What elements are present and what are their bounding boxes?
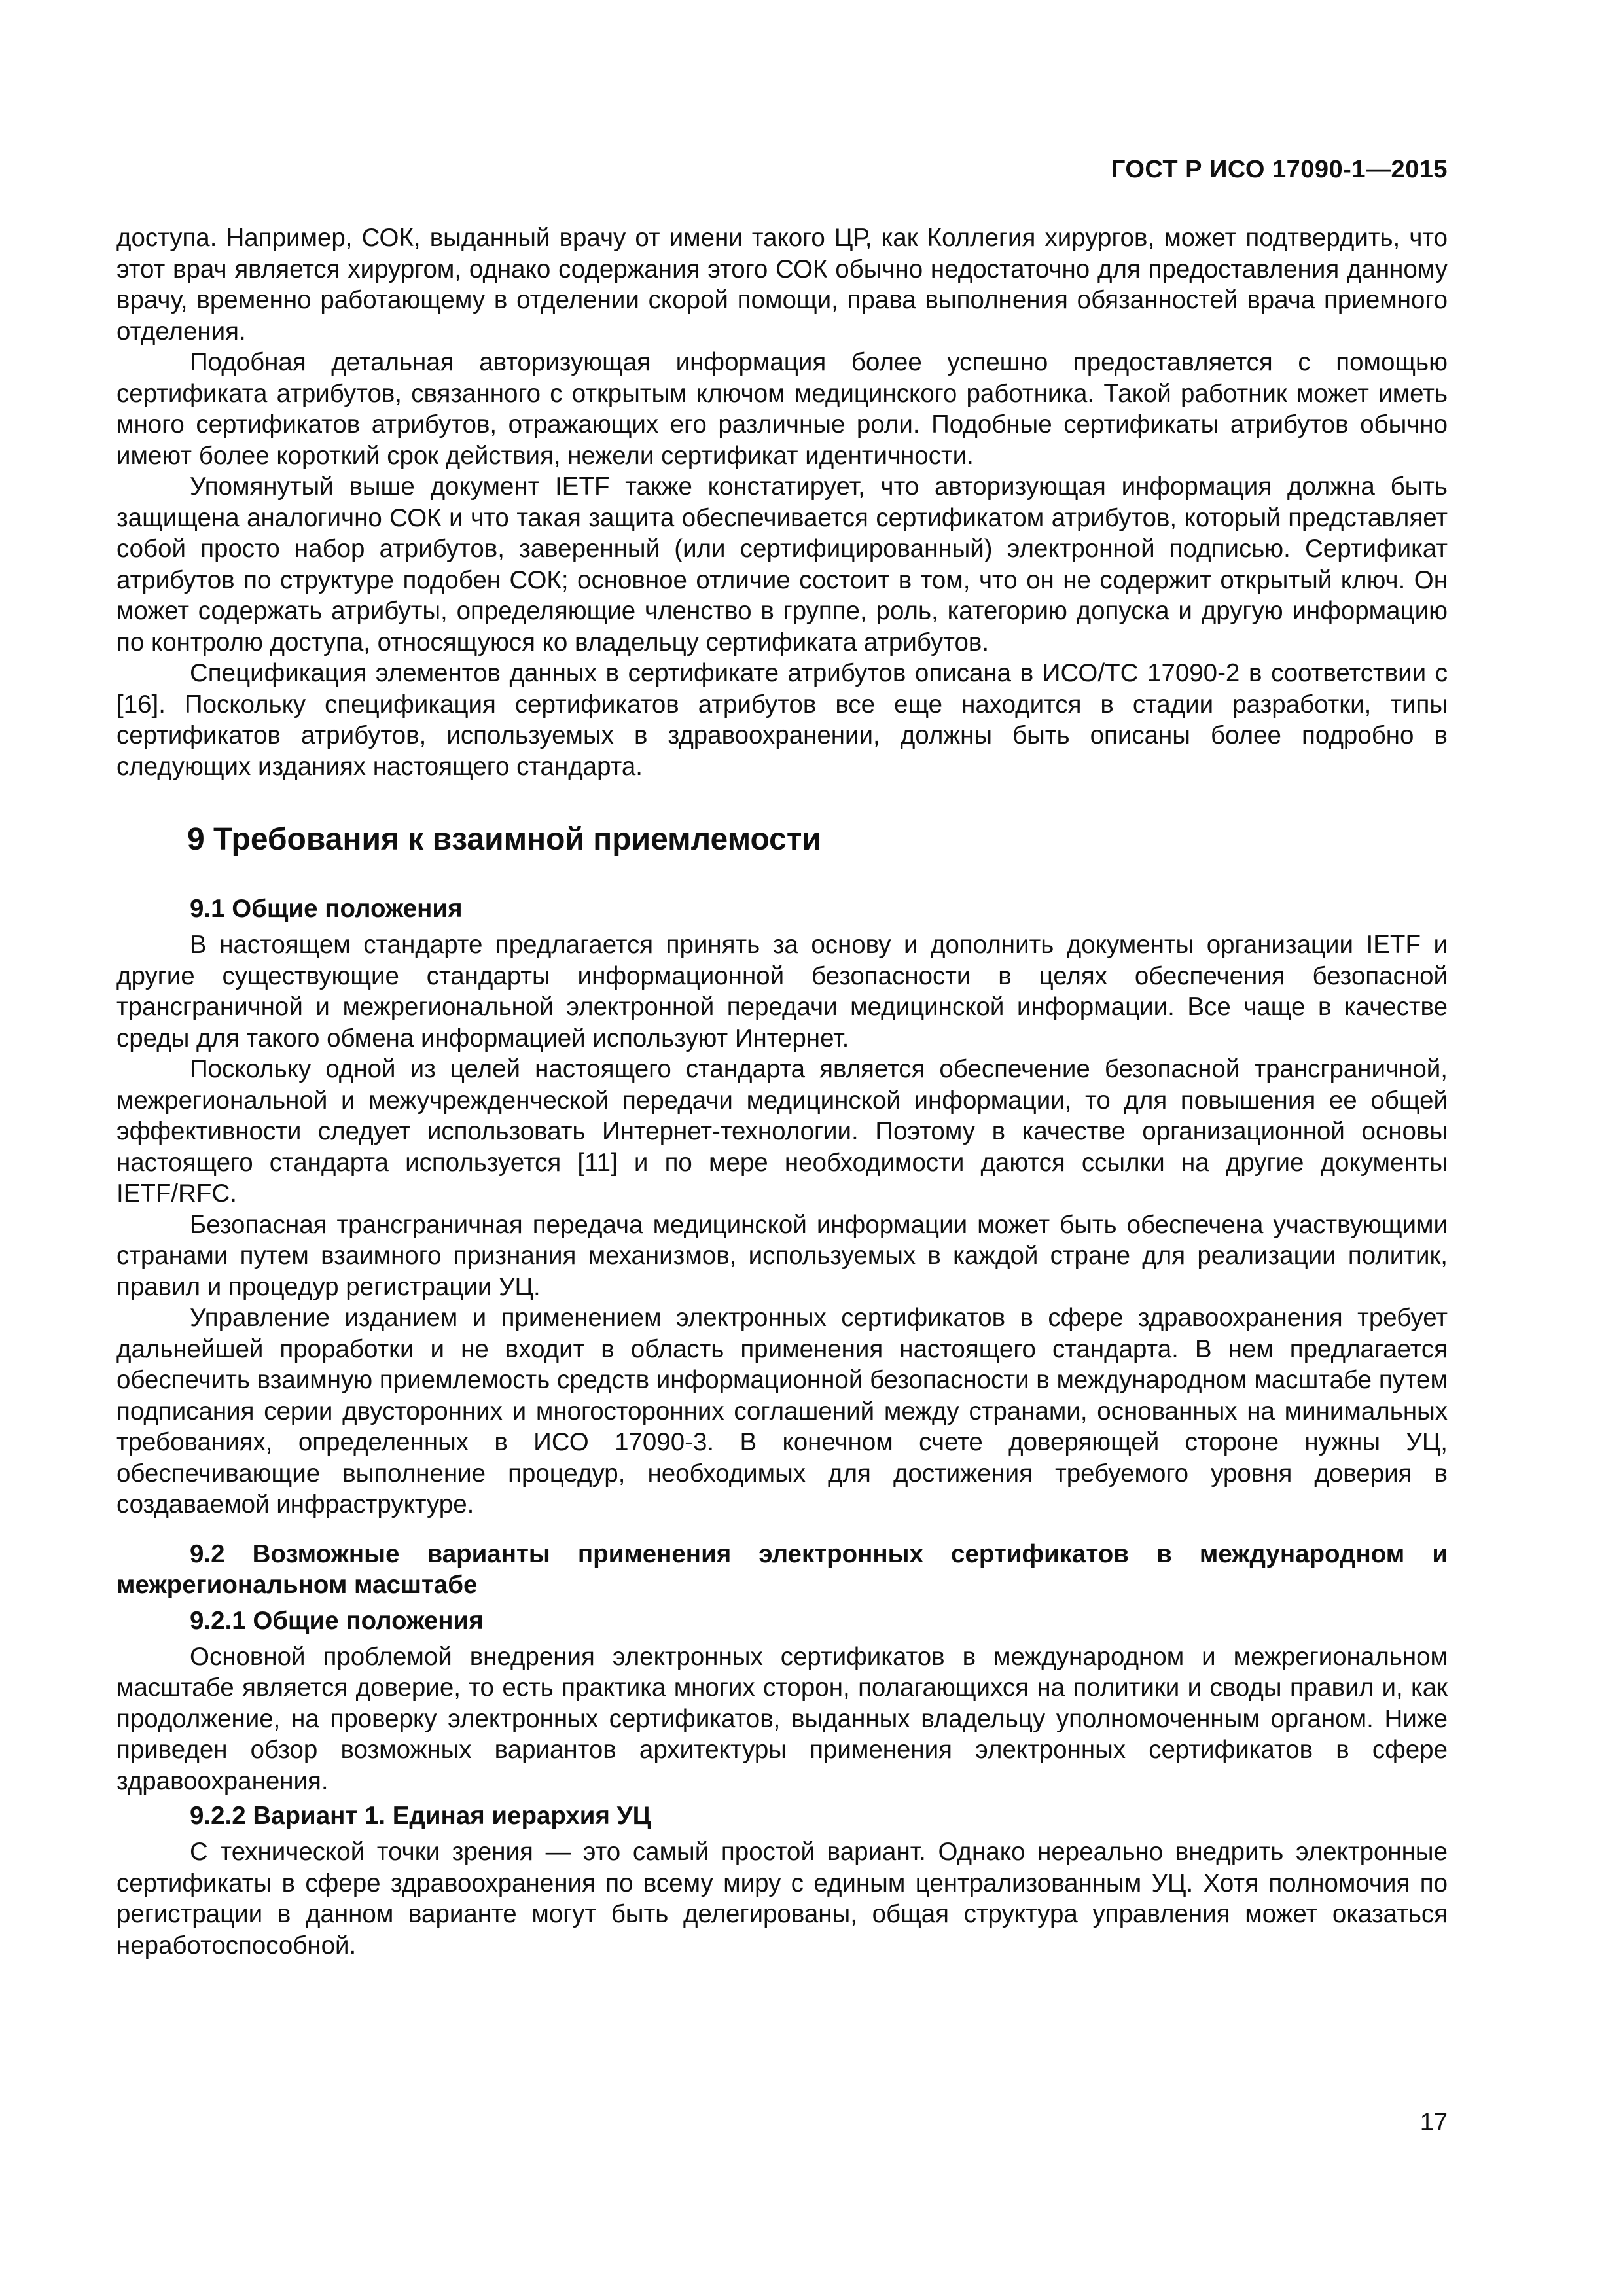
running-header-document-code: ГОСТ Р ИСО 17090-1—2015: [1111, 156, 1448, 183]
page-number: 17: [1419, 2109, 1448, 2136]
paragraph-attribute-certificate-info: Подобная детальная авторизующая информация более успешно предоставляется с помощью сертификата атрибутов, связанного с открытым ключом медицинского работника. Такой работник может иметь много сертификатов атрибутов, отражающих его различные роли. Подобные сертификаты атрибутов обычно имеют более короткий срок действия, нежели сертификат идентичности.: [116, 348, 1448, 470]
paragraph-ietf-document: Упомянутый выше документ IETF также констатирует, что авторизующая информация должна быть защищена аналогично СОК и что такая защита обеспечивается сертификатом атрибутов, который представляет собой просто набор атрибутов, заверенный (или сертифицированный) электронной подписью. Сертификат атрибутов по структуре подобен СОК; основное отличие состоит в том, что он не содержит открытый ключ. Он может содержать атрибуты, определяющие членство в группе, роль, категорию допуска и другую информацию по контролю доступа, относящуюся ко владельцу сертификата атрибутов.: [116, 473, 1448, 656]
subsection-9-1-heading: 9.1 Общие положения: [190, 895, 463, 923]
paragraph-attribute-certificate-spec: Спецификация элементов данных в сертификате атрибутов описана в ИСО/ТС 17090-2 в соответствии с [16]. Поскольку спецификация сертификатов атрибутов все еще находится в стадии разработки, типы сертификатов атрибутов, используемых в здравоохранении, должны быть описаны более подробно в следующих изданиях настоящего стандарта.: [116, 659, 1448, 781]
page-content: [116, 223, 1448, 1961]
paragraph-continuation: доступа. Например, СОК, выданный врачу от имени такого ЦР, как Коллегия хирургов, может подтвердить, что этот врач является хирургом, однако содержания этого СОК обычно недостаточно для предоставления данному врачу, временно работающему в отделении скорой помощи, права выполнения обязанностей врача приемного отделения.: [116, 224, 1448, 346]
paragraph-9-1-4: Управление изданием и применением электронных сертификатов в сфере здравоохранения требует дальнейшей проработки и не входит в область применения настоящего стандарта. В нем предлагается обеспечить взаимную приемлемость средств информационной безопасности в международном масштабе путем подписания серии двусторонних и многосторонних соглашений между странами, основанных на минимальных требованиях, определенных в ИСО 17090-3. В конечном счете доверяющей стороне нужны УЦ, обеспечивающие выполнение процедур, необходимых для достижения требуемого уровня доверия в создаваемой инфраструктуре.: [116, 1304, 1448, 1518]
paragraph-9-2-1: Основной проблемой внедрения электронных сертификатов в международном и межрегиональном масштабе является доверие, то есть практика многих сторон, полагающихся на политики и своды правил и, как продолжение, на проверку электронных сертификатов, выданных владельцу уполномоченным органом. Ниже приведен обзор возможных вариантов архитектуры применения электронных сертификатов в сфере здравоохранения.: [116, 1642, 1448, 1795]
subsection-9-2-2-heading: 9.2.2 Вариант 1. Единая иерархия УЦ: [190, 1802, 651, 1830]
paragraph-9-1-3: Безопасная трансграничная передача медицинской информации может быть обеспечена участвующими странами путем взаимного признания механизмов, используемых в каждой стране для реализации политик, правил и процедур регистрации УЦ.: [116, 1210, 1448, 1301]
subsection-9-2-heading: 9.2 Возможные варианты применения электронных сертификатов в международном и межрегиональном масштабе: [116, 1539, 1448, 1599]
paragraph-9-1-2: Поскольку одной из целей настоящего стандарта является обеспечение безопасной трансграничной, межрегиональной и межучрежденческой передачи медицинской информации, то для повышения ее общей эффективности следует использовать Интернет-технологии. Поэтому в качестве организационной основы настоящего стандарта используется [11] и по мере необходимости даются ссылки на другие документы IETF/RFC.: [116, 1055, 1448, 1208]
paragraph-9-2-2: С технической точки зрения — это самый простой вариант. Однако нереально внедрить электронные сертификаты в сфере здравоохранения по всему миру с единым централизованным УЦ. Хотя полномочия по регистрации в данном варианте могут быть делегированы, общая структура управления может оказаться неработоспособной.: [116, 1838, 1448, 1960]
subsection-9-2-1-heading: 9.2.1 Общие положения: [190, 1606, 484, 1635]
section-9-heading: 9 Требования к взаимной приемлемости: [187, 822, 821, 857]
paragraph-9-1-1: В настоящем стандарте предлагается принять за основу и дополнить документы организации IETF и другие существующие стандарты информационной безопасности в целях обеспечения безопасной трансграничной и межрегиональной электронной передачи медицинской информации. Все чаще в качестве среды для такого обмена информацией используют Интернет.: [116, 931, 1448, 1052]
